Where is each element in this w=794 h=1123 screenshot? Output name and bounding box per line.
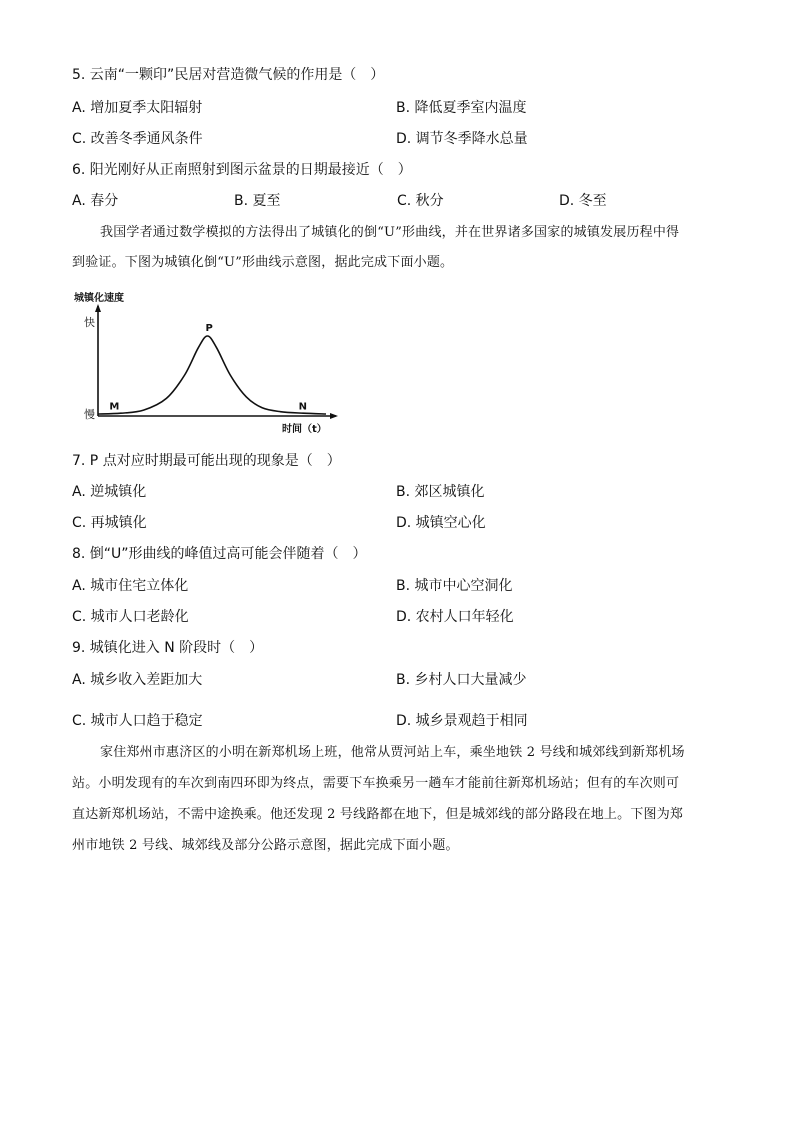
question-9-option-b[interactable]: B. 乡村人口大量减少 <box>396 672 527 688</box>
question-5-stem: 5. 云南“一颗印”民居对营造微气候的作用是（ ） <box>72 67 385 83</box>
intro-paragraph-2-line-1: 家住郑州市惠济区的小明在新郑机场上班，他常从贾河站上车，乘坐地铁 2 号线和城郊线到新郑机场 <box>100 745 685 760</box>
question-8-option-c[interactable]: C. 城市人口老龄化 <box>72 609 189 625</box>
question-8-option-a[interactable]: A. 城市住宅立体化 <box>72 578 189 594</box>
question-7-option-c[interactable]: C. 再城镇化 <box>72 515 147 531</box>
urbanization-curve-line <box>98 336 326 414</box>
point-label-n: N <box>298 401 308 413</box>
question-7-option-d[interactable]: D. 城镇空心化 <box>396 515 486 531</box>
question-8-option-d[interactable]: D. 农村人口年轻化 <box>396 609 514 625</box>
y-tick-slow: 慢 <box>84 408 95 421</box>
question-9-stem: 9. 城镇化进入 N 阶段时（ ） <box>72 640 264 656</box>
question-9-option-c[interactable]: C. 城市人口趋于稳定 <box>72 713 203 729</box>
urbanization-curve-chart <box>72 290 342 440</box>
intro-paragraph-2-line-4: 州市地铁 2 号线、城郊线及部分公路示意图，据此完成下面小题。 <box>72 838 459 853</box>
question-6-option-c[interactable]: C. 秋分 <box>397 193 444 209</box>
point-label-p: P <box>205 323 213 334</box>
x-axis-label: 时间（t） <box>282 424 327 435</box>
question-6-option-b[interactable]: B. 夏至 <box>234 193 281 209</box>
question-5-option-b[interactable]: B. 降低夏季室内温度 <box>396 100 527 116</box>
question-9-option-d[interactable]: D. 城乡景观趋于相同 <box>396 713 528 729</box>
question-7-option-a[interactable]: A. 逆城镇化 <box>72 484 147 500</box>
intro-paragraph-2-line-2: 站。小明发现有的车次到南四环即为终点，需要下车换乘另一趟车才能前往新郑机场站；但有的车次则可 <box>72 776 680 791</box>
question-5-option-a[interactable]: A. 增加夏季太阳辐射 <box>72 100 203 116</box>
point-label-m: M <box>109 401 120 413</box>
intro-paragraph-1-line-2: 到验证。下图为城镇化倒“U”形曲线示意图，据此完成下面小题。 <box>72 255 454 270</box>
intro-paragraph-2-line-3: 直达新郑机场站，不需中途换乘。他还发现 2 号线路都在地下，但是城郊线的部分路段在地上。下图为郑 <box>72 807 684 822</box>
y-axis-arrow <box>95 304 101 312</box>
question-5-option-c[interactable]: C. 改善冬季通风条件 <box>72 131 203 147</box>
question-6-option-a[interactable]: A. 春分 <box>72 193 119 209</box>
question-8-stem: 8. 倒“U”形曲线的峰值过高可能会伴随着（ ） <box>72 546 367 562</box>
question-6-option-d[interactable]: D. 冬至 <box>559 193 607 209</box>
question-5-option-d[interactable]: D. 调节冬季降水总量 <box>396 131 528 147</box>
question-7-stem: 7. P 点对应时期最可能出现的现象是（ ） <box>72 453 341 469</box>
x-axis-arrow <box>330 413 338 419</box>
question-9-option-a[interactable]: A. 城乡收入差距加大 <box>72 672 203 688</box>
question-8-option-b[interactable]: B. 城市中心空洞化 <box>396 578 513 594</box>
question-6-stem: 6. 阳光刚好从正南照射到图示盆景的日期最接近（ ） <box>72 162 412 178</box>
y-tick-fast: 快 <box>84 316 95 329</box>
question-7-option-b[interactable]: B. 郊区城镇化 <box>396 484 485 500</box>
intro-paragraph-1-line-1: 我国学者通过数学模拟的方法得出了城镇化的倒“U”形曲线，并在世界诸多国家的城镇发展历程中得 <box>100 225 680 240</box>
y-axis-label: 城镇化速度 <box>74 293 124 304</box>
